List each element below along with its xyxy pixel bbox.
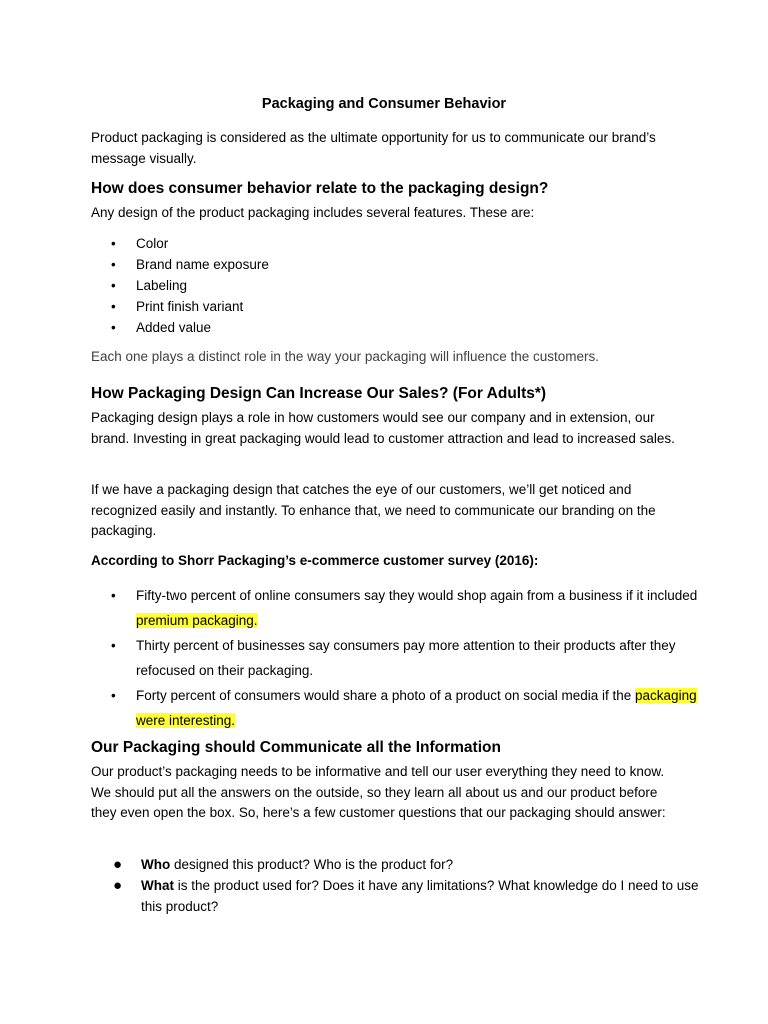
list-item: • Labeling <box>0 275 269 296</box>
survey-list <box>0 583 700 733</box>
list-item: • Color <box>0 233 269 254</box>
section1-closing: Each one plays a distinct role in the way your packaging will influence the customers. <box>91 349 600 364</box>
bullet-icon: • <box>111 638 116 653</box>
section2-paragraph-2: If we have a packaging design that catches the eye of our customers, we’ll get noticed and recognized easily and instantly. To enhance that, we need to communicate our branding on the packaging. <box>91 482 656 538</box>
list-item: • Added value <box>0 317 269 338</box>
section3-paragraph: Our product’s packaging needs to be informative and tell our user everything they need to know. We should put all the answers on the outside, so they learn all about us and our product before they even open the box. So, here’s a few customer questions that our packaging should answer: <box>91 764 666 820</box>
bullet-icon: ● <box>113 877 123 894</box>
bullet-icon: • <box>111 236 116 251</box>
list-item: • Thirty percent of businesses say consumers pay more attention to their products after they refocused on their packaging. <box>0 633 700 683</box>
highlighted-text: packaging were interesting. <box>136 688 697 728</box>
section2-paragraph-1: Packaging design plays a role in how customers would see our company and in extension, our brand. Investing in great packaging would lead to customer attraction and lead to increased sales. <box>91 410 675 446</box>
bullet-icon: • <box>111 299 116 314</box>
bullet-icon: • <box>111 320 116 335</box>
section3-heading: Our Packaging should Communicate all the Information <box>91 739 501 756</box>
highlighted-text: premium packaging. <box>136 613 258 628</box>
list-item: ● What is the product used for? Does it have any limitations? What knowledge do I need to use this product? <box>113 877 699 914</box>
list-item: • Print finish variant <box>0 296 269 317</box>
list-item: • Fifty-two percent of online consumers say they would shop again from a business if it included premium packaging. <box>0 583 700 633</box>
list-item: • Brand name exposure <box>0 254 269 275</box>
questions-list <box>0 854 700 917</box>
section2-heading: How Packaging Design Can Increase Our Sales? (For Adults*) <box>91 385 547 402</box>
features-list <box>0 233 269 338</box>
section1-lead: Any design of the product packaging includes several features. These are: <box>91 205 535 220</box>
bullet-icon: • <box>111 688 116 703</box>
document-title: Packaging and Consumer Behavior <box>261 96 507 112</box>
section1-heading: How does consumer behavior relate to the packaging design? <box>91 180 549 197</box>
list-item: • Forty percent of consumers would share a photo of a product on social media if the packaging were interesting. <box>0 683 700 733</box>
bullet-icon: • <box>111 257 116 272</box>
bullet-icon: • <box>111 278 116 293</box>
intro-paragraph: Product packaging is considered as the ultimate opportunity for us to communicate our brand’s message visually. <box>91 130 656 166</box>
bullet-icon: ● <box>113 856 123 873</box>
survey-heading: According to Shorr Packaging’s e-commerce customer survey (2016): <box>91 553 539 568</box>
bullet-icon: • <box>111 588 116 603</box>
list-item: ● Who designed this product? Who is the product for? <box>113 856 454 873</box>
